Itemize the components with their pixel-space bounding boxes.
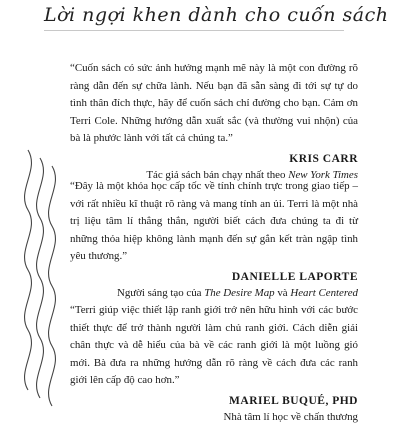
endorsement-quote: “Cuốn sách có sức ảnh hưởng mạnh mẽ này là một con đường rõ ràng dẫn đến sự chữa lành. Nếu bạn đã sẵn sàng đi tới sự tự do tình thân đích thực, hãy để cuốn sách chỉ đường cho bạn. Cảm ơn Terri Cole. Những hướng dẫn xuất sắc (và thường vui nhộn) của bà là phước lành với tất cả chúng ta.” xyxy=(70,62,358,144)
endorsement-quote: “Terri giúp việc thiết lập ranh giới trở nên hữu hình với các bước thiết thực để trở thành người làm chủ ranh giới. Cách diễn giải chân thực và dễ hiểu của bà về các ranh giới là một luồng gió mới. Bà đưa ra những hướng dẫn rõ ràng về cách đưa các ranh giới lên cấp độ cao hơn.” xyxy=(70,304,358,386)
endorsement-role xyxy=(70,285,358,301)
page-title: Lời ngợi khen dành cho cuốn sách xyxy=(44,4,389,26)
endorsement-quote: “Đây là một khóa học cấp tốc về tính chính trực trong giao tiếp – với rất nhiều kĩ thuật rõ ràng và mang tính an ủi. Terri là một nhà trị liệu tâm lí thẳng thắn, người biết cách đưa chúng ta đi từ những thỏa hiệp không lành mạnh đến sự gắn kết tràn ngập tình yêu thương.” xyxy=(70,180,358,262)
endorsement-author: DANIELLE LAPORTE xyxy=(231,270,358,283)
role-text: Người sáng tạo của xyxy=(116,286,205,299)
endorsement-kris-carr xyxy=(70,60,358,183)
role-book-title: New York Times xyxy=(288,168,358,181)
endorsement-author: MARIEL BUQUÉ, PHD xyxy=(229,394,358,407)
role-book-title-2: Heart Centered xyxy=(290,286,358,299)
role-book-title: The Desire Map xyxy=(204,286,275,299)
role-text: Nhà tâm lí học về chấn thương xyxy=(223,410,358,423)
endorsement-author: KRIS CARR xyxy=(289,152,358,165)
role-conjunction: và xyxy=(274,286,291,299)
endorsement-mariel-buque xyxy=(70,302,358,425)
role-text: Tác giả sách bán chạy nhất theo xyxy=(146,168,289,181)
endorsement-danielle-laporte xyxy=(70,178,358,301)
title-underline xyxy=(44,30,344,31)
endorsement-role xyxy=(70,409,358,425)
wavy-lines-decoration xyxy=(18,150,58,400)
